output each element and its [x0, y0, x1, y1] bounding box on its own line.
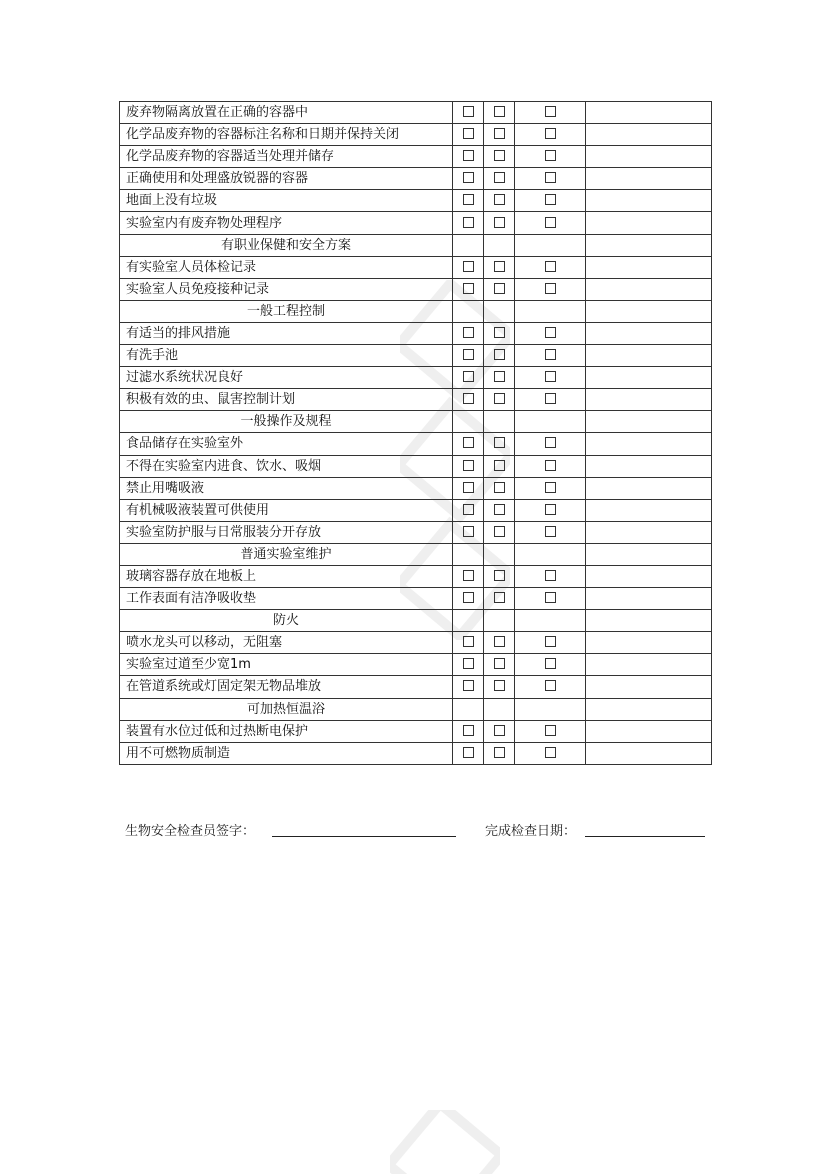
status-cell-c1[interactable] [453, 256, 484, 278]
status-cell-c1[interactable] [453, 588, 484, 610]
checklist-row [120, 367, 712, 389]
checklist-row [120, 588, 712, 610]
status-cell-c2[interactable] [484, 455, 515, 477]
checkbox-icon[interactable] [463, 194, 474, 205]
checkbox-icon[interactable] [494, 172, 505, 183]
status-cell-c3[interactable] [515, 455, 586, 477]
checkbox-icon[interactable] [463, 261, 474, 272]
checkbox-icon[interactable] [494, 106, 505, 117]
remarks-cell[interactable] [586, 190, 712, 212]
status-cell-c2 [484, 300, 515, 322]
status-cell-c2[interactable] [484, 322, 515, 344]
status-cell-c2[interactable] [484, 477, 515, 499]
checkbox-icon[interactable] [494, 349, 505, 360]
checkbox-icon[interactable] [463, 725, 474, 736]
section-title: 防火 [120, 610, 453, 632]
item-label: 装置有水位过低和过热断电保护 [120, 720, 453, 742]
status-cell-c2[interactable] [484, 676, 515, 698]
checkbox-icon[interactable] [494, 636, 505, 647]
remarks-cell[interactable] [586, 477, 712, 499]
checkbox-icon[interactable] [463, 172, 474, 183]
status-cell-c3[interactable] [515, 256, 586, 278]
checklist-row [120, 565, 712, 587]
status-cell-c2[interactable] [484, 632, 515, 654]
section-header-row [120, 610, 712, 632]
remarks-cell[interactable] [586, 146, 712, 168]
watermark-graphic-bottom [390, 1110, 500, 1174]
remarks-cell[interactable] [586, 521, 712, 543]
completion-date-label: 完成检查日期： [485, 824, 577, 839]
item-label: 在管道系统或灯固定架无物品堆放 [120, 676, 453, 698]
status-cell-c3[interactable] [515, 322, 586, 344]
status-cell-c2[interactable] [484, 102, 515, 124]
status-cell-c1[interactable] [453, 654, 484, 676]
remarks-cell[interactable] [586, 389, 712, 411]
checkbox-icon[interactable] [545, 437, 556, 448]
checkbox-icon[interactable] [545, 592, 556, 603]
remarks-cell[interactable] [586, 433, 712, 455]
status-cell-c1[interactable] [453, 742, 484, 764]
checkbox-icon[interactable] [494, 747, 505, 758]
section-title: 一般工程控制 [120, 300, 453, 322]
status-cell-c3 [515, 234, 586, 256]
checkbox-icon[interactable] [494, 658, 505, 669]
checklist-row [120, 322, 712, 344]
checkbox-icon[interactable] [494, 217, 505, 228]
checkbox-icon[interactable] [463, 460, 474, 471]
status-cell-c3 [515, 543, 586, 565]
item-label: 有实验室人员体检记录 [120, 256, 453, 278]
remarks-cell[interactable] [586, 742, 712, 764]
inspector-signature-label: 生物安全检查员签字： [125, 824, 256, 839]
checkbox-icon[interactable] [463, 106, 474, 117]
remarks-cell[interactable] [586, 698, 712, 720]
checkbox-icon[interactable] [463, 349, 474, 360]
status-cell-c2 [484, 543, 515, 565]
remarks-cell[interactable] [586, 654, 712, 676]
status-cell-c3[interactable] [515, 720, 586, 742]
status-cell-c3[interactable] [515, 212, 586, 234]
checkbox-icon[interactable] [494, 680, 505, 691]
status-cell-c3[interactable] [515, 742, 586, 764]
section-title: 有职业保健和安全方案 [120, 234, 453, 256]
checkbox-icon[interactable] [494, 592, 505, 603]
checkbox-icon[interactable] [545, 393, 556, 404]
status-cell-c2 [484, 411, 515, 433]
section-title: 一般操作及规程 [120, 411, 453, 433]
checkbox-icon[interactable] [545, 261, 556, 272]
status-cell-c3[interactable] [515, 632, 586, 654]
status-cell-c3[interactable] [515, 367, 586, 389]
checkbox-icon[interactable] [545, 680, 556, 691]
status-cell-c2[interactable] [484, 345, 515, 367]
status-cell-c1[interactable] [453, 124, 484, 146]
checklist-row [120, 212, 712, 234]
checklist-row [120, 102, 712, 124]
status-cell-c2[interactable] [484, 190, 515, 212]
remarks-cell[interactable] [586, 455, 712, 477]
item-label: 过滤水系统状况良好 [120, 367, 453, 389]
checklist-row [120, 256, 712, 278]
checklist-row [120, 345, 712, 367]
checkbox-icon[interactable] [463, 150, 474, 161]
checkbox-icon[interactable] [494, 437, 505, 448]
section-header-row [120, 234, 712, 256]
checkbox-icon[interactable] [545, 106, 556, 117]
status-cell-c1[interactable] [453, 367, 484, 389]
checkbox-icon[interactable] [463, 393, 474, 404]
item-label: 化学品废弃物的容器适当处理并储存 [120, 146, 453, 168]
checkbox-icon[interactable] [463, 526, 474, 537]
checkbox-icon[interactable] [463, 482, 474, 493]
checklist-row [120, 742, 712, 764]
checkbox-icon[interactable] [545, 636, 556, 647]
status-cell-c1[interactable] [453, 345, 484, 367]
checkbox-icon[interactable] [494, 725, 505, 736]
checkbox-icon[interactable] [463, 680, 474, 691]
status-cell-c1 [453, 300, 484, 322]
section-title: 普通实验室维护 [120, 543, 453, 565]
status-cell-c1[interactable] [453, 676, 484, 698]
status-cell-c2 [484, 234, 515, 256]
status-cell-c1 [453, 411, 484, 433]
checkbox-icon[interactable] [545, 283, 556, 294]
checklist-row [120, 168, 712, 190]
remarks-cell[interactable] [586, 367, 712, 389]
item-label: 玻璃容器存放在地板上 [120, 565, 453, 587]
status-cell-c2[interactable] [484, 742, 515, 764]
remarks-cell[interactable] [586, 588, 712, 610]
status-cell-c2[interactable] [484, 720, 515, 742]
remarks-cell[interactable] [586, 499, 712, 521]
status-cell-c1[interactable] [453, 322, 484, 344]
status-cell-c3[interactable] [515, 146, 586, 168]
status-cell-c1[interactable] [453, 455, 484, 477]
item-label: 禁止用嘴吸液 [120, 477, 453, 499]
status-cell-c3 [515, 411, 586, 433]
item-label: 工作表面有洁净吸收垫 [120, 588, 453, 610]
section-header-row [120, 698, 712, 720]
checklist-row [120, 389, 712, 411]
checkbox-icon[interactable] [494, 393, 505, 404]
remarks-cell[interactable] [586, 676, 712, 698]
status-cell-c3[interactable] [515, 102, 586, 124]
remarks-cell[interactable] [586, 234, 712, 256]
remarks-cell[interactable] [586, 168, 712, 190]
checkbox-icon[interactable] [545, 570, 556, 581]
section-header-row [120, 411, 712, 433]
checklist-row [120, 499, 712, 521]
item-label: 实验室过道至少宽1m [120, 654, 453, 676]
checkbox-icon[interactable] [494, 150, 505, 161]
checklist-row [120, 521, 712, 543]
checkbox-icon[interactable] [494, 283, 505, 294]
checkbox-icon[interactable] [463, 217, 474, 228]
status-cell-c3[interactable] [515, 433, 586, 455]
checkbox-icon[interactable] [545, 658, 556, 669]
checkbox-icon[interactable] [545, 371, 556, 382]
section-header-row [120, 300, 712, 322]
status-cell-c1 [453, 234, 484, 256]
checkbox-icon[interactable] [545, 217, 556, 228]
status-cell-c1[interactable] [453, 565, 484, 587]
status-cell-c3 [515, 698, 586, 720]
status-cell-c3[interactable] [515, 565, 586, 587]
remarks-cell[interactable] [586, 212, 712, 234]
checklist-row [120, 190, 712, 212]
checkbox-icon[interactable] [545, 194, 556, 205]
checkbox-icon[interactable] [463, 747, 474, 758]
remarks-cell[interactable] [586, 322, 712, 344]
checklist-row [120, 676, 712, 698]
item-label: 有洗手池 [120, 345, 453, 367]
status-cell-c2[interactable] [484, 654, 515, 676]
status-cell-c1[interactable] [453, 389, 484, 411]
item-label: 地面上没有垃圾 [120, 190, 453, 212]
status-cell-c1[interactable] [453, 190, 484, 212]
status-cell-c2[interactable] [484, 565, 515, 587]
inspector-signature-line[interactable] [272, 836, 456, 837]
status-cell-c1[interactable] [453, 499, 484, 521]
checkbox-icon[interactable] [463, 327, 474, 338]
status-cell-c1[interactable] [453, 521, 484, 543]
status-cell-c2[interactable] [484, 146, 515, 168]
status-cell-c3[interactable] [515, 521, 586, 543]
status-cell-c1 [453, 610, 484, 632]
checkbox-icon[interactable] [463, 636, 474, 647]
checkbox-icon[interactable] [545, 128, 556, 139]
checkbox-icon[interactable] [494, 128, 505, 139]
checkbox-icon[interactable] [545, 725, 556, 736]
status-cell-c3[interactable] [515, 345, 586, 367]
checkbox-icon[interactable] [463, 283, 474, 294]
status-cell-c2[interactable] [484, 433, 515, 455]
status-cell-c1[interactable] [453, 102, 484, 124]
checkbox-icon[interactable] [494, 460, 505, 471]
status-cell-c3 [515, 300, 586, 322]
checkbox-icon[interactable] [545, 349, 556, 360]
status-cell-c3[interactable] [515, 389, 586, 411]
checkbox-icon[interactable] [545, 172, 556, 183]
checkbox-icon[interactable] [494, 194, 505, 205]
remarks-cell[interactable] [586, 565, 712, 587]
checkbox-icon[interactable] [545, 504, 556, 515]
status-cell-c3[interactable] [515, 588, 586, 610]
item-label: 实验室防护服与日常服装分开存放 [120, 521, 453, 543]
checkbox-icon[interactable] [545, 482, 556, 493]
item-label: 喷水龙头可以移动，无阻塞 [120, 632, 453, 654]
checkbox-icon[interactable] [463, 128, 474, 139]
status-cell-c2 [484, 610, 515, 632]
status-cell-c1[interactable] [453, 477, 484, 499]
checklist-row [120, 433, 712, 455]
status-cell-c2 [484, 698, 515, 720]
item-label: 不得在实验室内进食、饮水、吸烟 [120, 455, 453, 477]
status-cell-c3[interactable] [515, 278, 586, 300]
status-cell-c1[interactable] [453, 168, 484, 190]
remarks-cell[interactable] [586, 124, 712, 146]
status-cell-c1[interactable] [453, 632, 484, 654]
checkbox-icon[interactable] [494, 526, 505, 537]
checklist-row [120, 455, 712, 477]
checklist-row [120, 654, 712, 676]
checkbox-icon[interactable] [494, 261, 505, 272]
completion-date-line[interactable] [585, 836, 705, 837]
status-cell-c1[interactable] [453, 146, 484, 168]
item-label: 食品储存在实验室外 [120, 433, 453, 455]
checkbox-icon[interactable] [494, 327, 505, 338]
checkbox-icon[interactable] [494, 482, 505, 493]
status-cell-c2[interactable] [484, 499, 515, 521]
status-cell-c2[interactable] [484, 168, 515, 190]
status-cell-c1[interactable] [453, 433, 484, 455]
status-cell-c3[interactable] [515, 676, 586, 698]
item-label: 有适当的排风措施 [120, 322, 453, 344]
item-label: 实验室人员免疫接种记录 [120, 278, 453, 300]
status-cell-c1[interactable] [453, 278, 484, 300]
status-cell-c3[interactable] [515, 190, 586, 212]
status-cell-c1 [453, 543, 484, 565]
status-cell-c3[interactable] [515, 124, 586, 146]
status-cell-c3[interactable] [515, 477, 586, 499]
remarks-cell[interactable] [586, 345, 712, 367]
checklist-row [120, 124, 712, 146]
remarks-cell[interactable] [586, 632, 712, 654]
checkbox-icon[interactable] [463, 504, 474, 515]
section-title: 可加热恒温浴 [120, 698, 453, 720]
checkbox-icon[interactable] [494, 371, 505, 382]
item-label: 化学品废弃物的容器标注名称和日期并保持关闭 [120, 124, 453, 146]
status-cell-c2[interactable] [484, 588, 515, 610]
status-cell-c1[interactable] [453, 212, 484, 234]
checkbox-icon[interactable] [463, 592, 474, 603]
status-cell-c2[interactable] [484, 521, 515, 543]
item-label: 用不可燃物质制造 [120, 742, 453, 764]
remarks-cell[interactable] [586, 102, 712, 124]
status-cell-c1[interactable] [453, 720, 484, 742]
remarks-cell[interactable] [586, 543, 712, 565]
remarks-cell[interactable] [586, 278, 712, 300]
status-cell-c3[interactable] [515, 654, 586, 676]
safety-checklist-table [119, 101, 712, 765]
checkbox-icon[interactable] [463, 371, 474, 382]
remarks-cell[interactable] [586, 411, 712, 433]
status-cell-c2[interactable] [484, 212, 515, 234]
status-cell-c2[interactable] [484, 278, 515, 300]
checklist-row [120, 477, 712, 499]
item-label: 废弃物隔离放置在正确的容器中 [120, 102, 453, 124]
checkbox-icon[interactable] [463, 437, 474, 448]
item-label: 实验室内有废弃物处理程序 [120, 212, 453, 234]
checkbox-icon[interactable] [463, 658, 474, 669]
checklist-row [120, 720, 712, 742]
checkbox-icon[interactable] [545, 327, 556, 338]
status-cell-c2[interactable] [484, 256, 515, 278]
remarks-cell[interactable] [586, 256, 712, 278]
checklist-row [120, 632, 712, 654]
status-cell-c2[interactable] [484, 124, 515, 146]
status-cell-c3[interactable] [515, 168, 586, 190]
status-cell-c2[interactable] [484, 367, 515, 389]
checkbox-icon[interactable] [545, 747, 556, 758]
status-cell-c3 [515, 610, 586, 632]
status-cell-c2[interactable] [484, 389, 515, 411]
checkbox-icon[interactable] [494, 570, 505, 581]
checklist-row [120, 278, 712, 300]
item-label: 积极有效的虫、鼠害控制计划 [120, 389, 453, 411]
checkbox-icon[interactable] [545, 526, 556, 537]
item-label: 有机械吸液装置可供使用 [120, 499, 453, 521]
status-cell-c3[interactable] [515, 499, 586, 521]
remarks-cell[interactable] [586, 720, 712, 742]
checkbox-icon[interactable] [545, 150, 556, 161]
item-label: 正确使用和处理盛放锐器的容器 [120, 168, 453, 190]
remarks-cell[interactable] [586, 610, 712, 632]
section-header-row [120, 543, 712, 565]
checkbox-icon[interactable] [545, 460, 556, 471]
status-cell-c1 [453, 698, 484, 720]
checkbox-icon[interactable] [463, 570, 474, 581]
remarks-cell[interactable] [586, 300, 712, 322]
checklist-row [120, 146, 712, 168]
checkbox-icon[interactable] [494, 504, 505, 515]
